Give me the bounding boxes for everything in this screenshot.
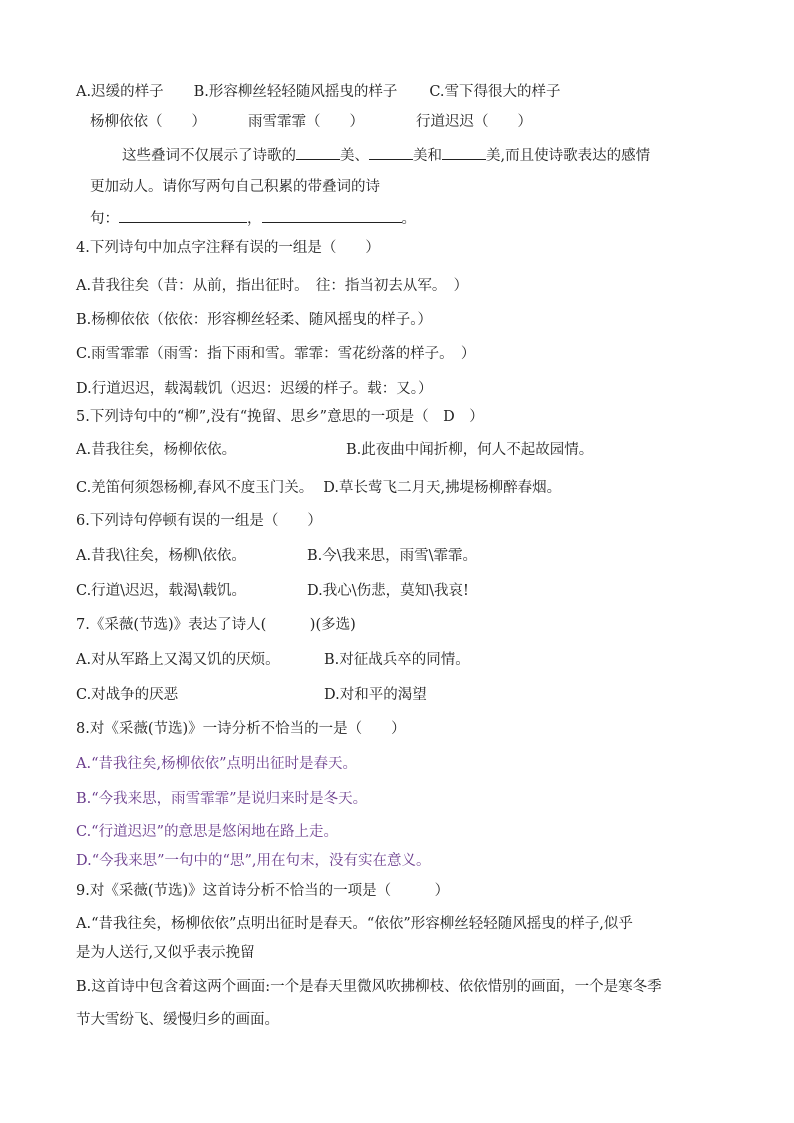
q3-para-1a: 这些叠词不仅展示了诗歌的: [122, 148, 296, 164]
q3-options-line: [76, 82, 561, 102]
q4-stem: 4.下列诗句中加点字注释有误的一组是（ ）: [76, 240, 380, 256]
q5-option-b: B.此夜曲中闻折柳，何人不起故园情。: [346, 442, 594, 458]
q6-option-a: A.昔我\往矣，杨柳\依依。: [76, 548, 246, 564]
q7-option-d: D.对和平的渴望: [324, 687, 427, 703]
q5-options-ab: [76, 440, 593, 460]
q3-match-line: [90, 112, 532, 132]
q3-blank-2[interactable]: [369, 145, 413, 160]
q9-stem: 9.对《采薇(节选)》这首诗分析不恰当的一项是（ ）: [76, 883, 450, 899]
q3-option-c: C.雪下得很大的样子: [429, 84, 561, 100]
q3-blank-3[interactable]: [442, 145, 486, 160]
q6-options-cd: [76, 581, 469, 601]
q6-options-ab: [76, 546, 477, 566]
q3-para-1c: 美和: [413, 148, 442, 164]
q6-option-c: C.行道\迟迟，载渴\载饥。: [76, 583, 246, 599]
q4-option-c: C.雨雪霏霏（雨雪：指下雨和雪。霏霏：雪花纷落的样子。 ）: [76, 346, 476, 362]
q3-blank-5[interactable]: [262, 208, 402, 223]
q3-para-1b: 美、: [340, 148, 369, 164]
q3-option-a: A.迟缓的样子: [76, 84, 164, 100]
q9-option-a-line1: A.“昔我往矣，杨柳依依”点明出征时是春天。“依依”形容柳丝轻轻随风摇曳的样子,似乎: [76, 916, 633, 932]
q7-options-cd: [76, 685, 427, 705]
q3-match-2: 雨雪霏霏（ ）: [248, 114, 364, 130]
q6-option-d: D.我心\伤悲，莫知\我哀!: [307, 583, 469, 599]
q8-option-b: B.“今我来思，雨雪霏霏”是说归来时是冬天。: [76, 791, 368, 807]
q7-stem: 7.《采薇(节选)》表达了诗人( )(多选): [76, 617, 356, 633]
q9-option-b-line1: B.这首诗中包含着这两个画面:一个是春天里微风吹拂柳枝、依依惜别的画面，一个是寒冬季: [76, 979, 662, 995]
q5-option-d: D.草长莺飞二月天,拂堤杨柳醉春烟。: [323, 480, 562, 496]
q3-para-3c: 。: [401, 211, 416, 227]
q7-option-b: B.对征战兵卒的同情。: [324, 652, 470, 668]
q7-option-c: C.对战争的厌恶: [76, 687, 179, 703]
q5-option-c: C.羌笛何须怨杨柳,春风不度玉门关。: [76, 480, 314, 496]
q5-option-a: A.昔我往矣，杨柳依依。: [76, 442, 237, 458]
q3-para-3b: ，: [247, 211, 262, 227]
q6-option-b: B.今\我来思，雨雪\霏霏。: [307, 548, 478, 564]
q3-match-1: 杨柳依依（ ）: [90, 114, 206, 130]
q7-option-a: A.对从军路上又渴又饥的厌烦。: [76, 652, 280, 668]
q8-option-c: C.“行道迟迟”的意思是悠闲地在路上走。: [76, 824, 339, 840]
q4-option-a: A.昔我往矣（昔：从前，指出征时。 往：指当初去从军。 ）: [76, 278, 469, 294]
q9-option-b-line2: 节大雪纷飞、缓慢归乡的画面。: [76, 1012, 279, 1028]
q3-blank-4[interactable]: [119, 208, 247, 223]
q5-stem: 5.下列诗句中的“柳”,没有“挽留、思乡”意思的一项是（ D ）: [76, 409, 484, 425]
q7-options-ab: [76, 650, 470, 670]
q8-option-d: D.“今我来思”一句中的“思”,用在句末，没有实在意义。: [76, 853, 431, 869]
q4-option-d: D.行道迟迟，载渴载饥（迟迟：迟缓的样子。载：又。）: [76, 381, 433, 397]
q3-option-b: B.形容柳丝轻轻随风摇曳的样子: [193, 84, 398, 100]
q3-paragraph-line1: [122, 145, 650, 166]
q3-para-3a: 句：: [90, 211, 119, 227]
q8-stem: 8.对《采薇(节选)》一诗分析不恰当的一是（ ）: [76, 721, 406, 737]
q3-paragraph-line3: [90, 208, 416, 229]
q9-option-a-line2: 是为人送行,又似乎表示挽留: [76, 945, 255, 961]
q3-blank-1[interactable]: [296, 145, 340, 160]
q3-match-3: 行道迟迟（ ）: [416, 114, 532, 130]
q3-paragraph-line2: 更加动人。请你写两句自己积累的带叠词的诗: [90, 179, 380, 195]
q3-para-1d: 美,而且使诗歌表达的感情: [486, 148, 651, 164]
q8-option-a: A.“昔我往矣,杨柳依依”点明出征时是春天。: [76, 756, 358, 772]
q6-stem: 6.下列诗句停顿有误的一组是（ ）: [76, 513, 322, 529]
q4-option-b: B.杨柳依依（依依：形容柳丝轻柔、随风摇曳的样子。）: [76, 312, 433, 328]
q5-options-cd: [76, 478, 561, 498]
